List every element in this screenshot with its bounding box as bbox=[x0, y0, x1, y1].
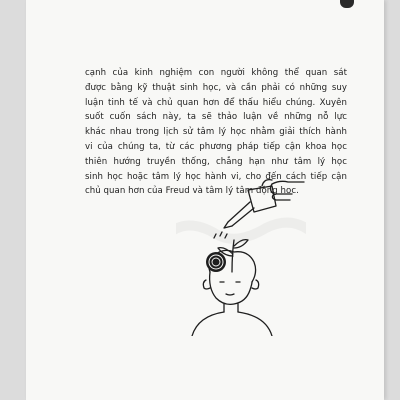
paragraph-line: khác nhau trong lịch sử tâm lý học nhằm giải thích hành bbox=[85, 127, 347, 138]
paragraph-line: được bằng kỹ thuật sinh học, và cần phải có những suy bbox=[85, 82, 347, 93]
paragraph-line: thiên hướng truyền thống, chẳng hạn như tâm lý học bbox=[85, 156, 347, 167]
paragraph-line: suốt cuốn sách này, ta sẽ thảo luận về những nỗ lực bbox=[85, 112, 347, 123]
watering-can-head-sprout-icon bbox=[176, 176, 306, 340]
page-corner-mark bbox=[340, 0, 354, 8]
paragraph-line: cạnh của kinh nghiệm con người không thể quan sát bbox=[85, 68, 347, 78]
book-page bbox=[26, 0, 384, 400]
paragraph-line: vi của chúng ta, từ các phương pháp tiếp cận khoa học bbox=[85, 141, 347, 152]
paragraph-line: luận tinh tế và chủ quan hơn để thấu hiểu chúng. Xuyên bbox=[85, 97, 347, 108]
paragraph-line: chủ quan hơn của Freud và tâm lý tâm động học. bbox=[85, 186, 299, 197]
paragraph-line: sinh học hoặc tâm lý học hành vi, cho đến cách tiếp cận bbox=[85, 171, 347, 182]
